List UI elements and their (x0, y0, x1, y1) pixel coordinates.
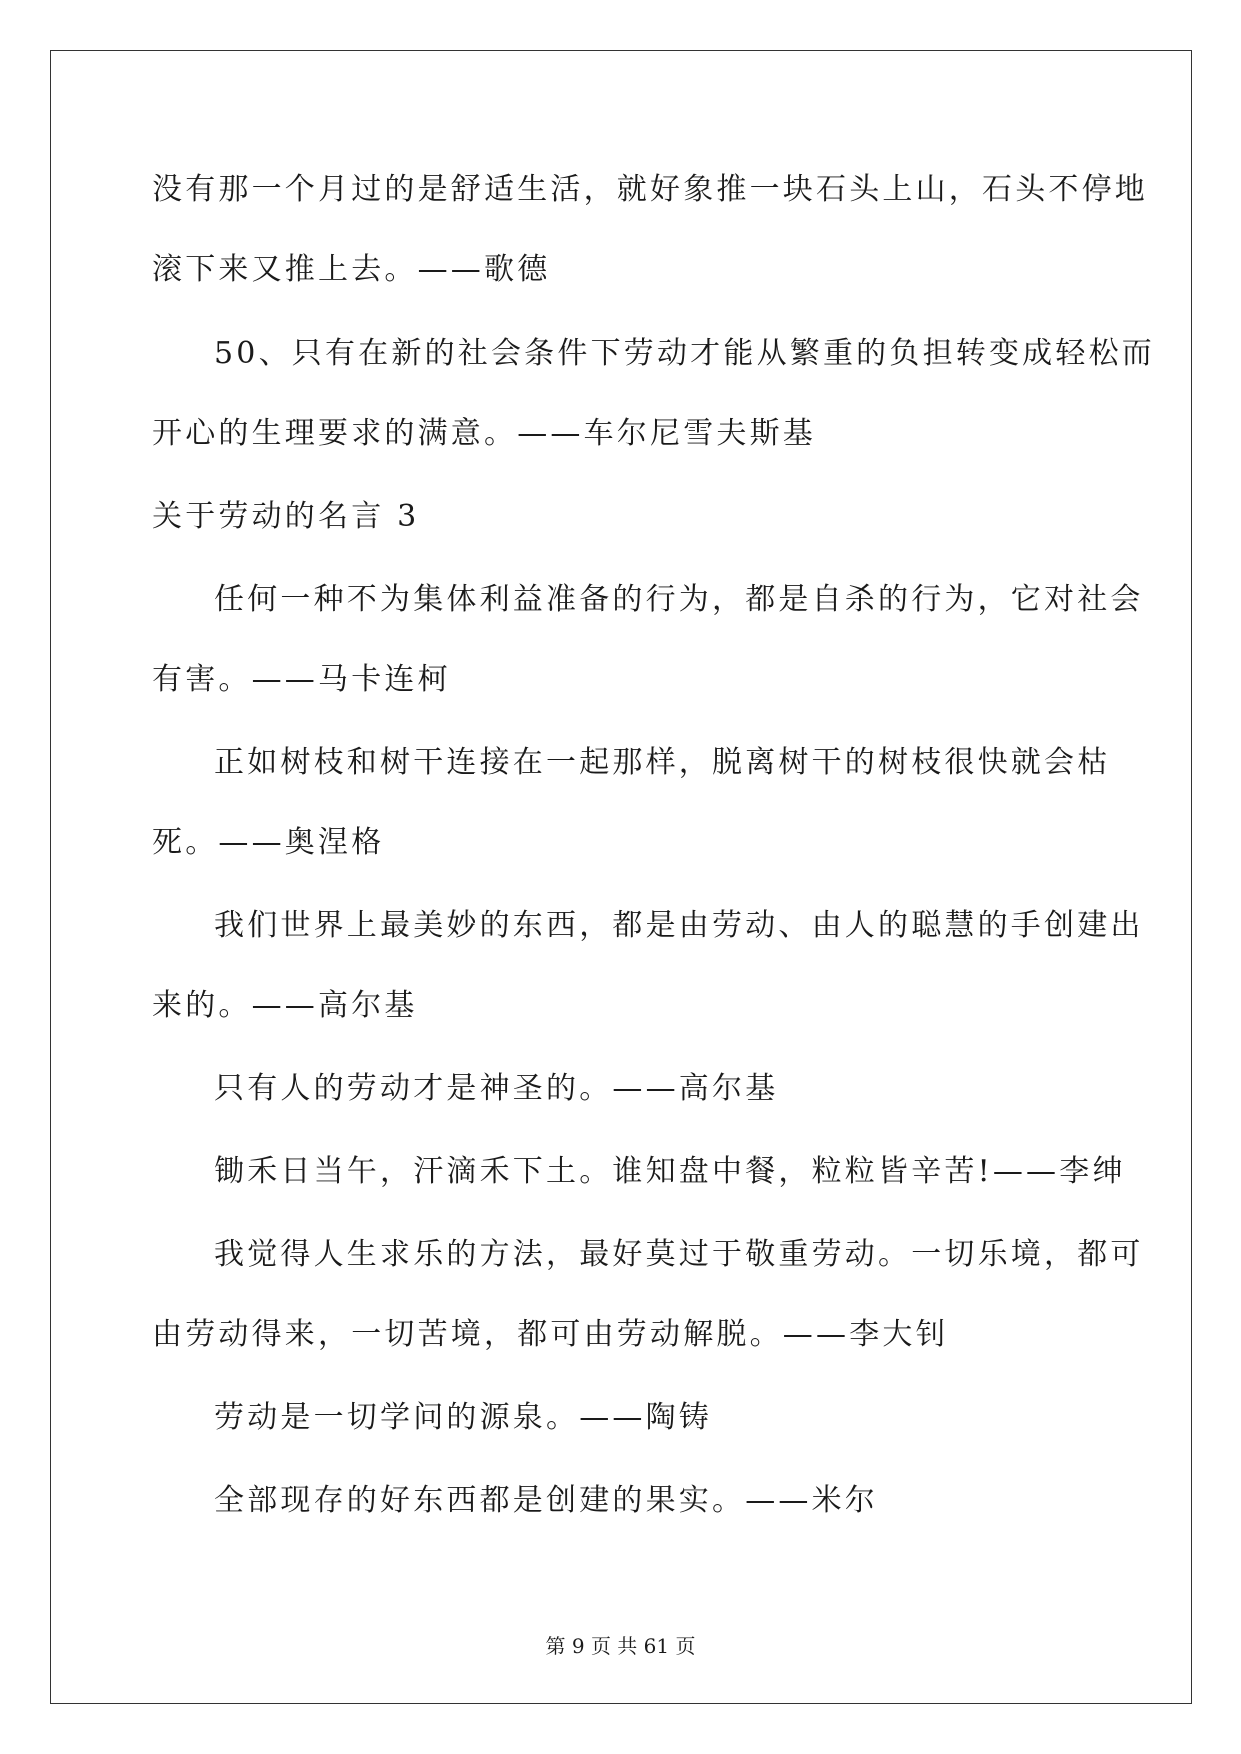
text-line: 我觉得人生求乐的方法，最好莫过于敬重劳动。一切乐境，都可 (214, 1237, 1144, 1272)
text-line: 滚下来又推上去。——歌德 (152, 252, 551, 287)
text-line: 死。——奥涅格 (152, 825, 385, 860)
text-line: 任何一种不为集体利益准备的行为，都是自杀的行为，它对社会 (214, 582, 1144, 617)
text-line: 来的。——高尔基 (152, 988, 418, 1023)
text-line: 没有那一个月过的是舒适生活，就好象推一块石头上山，石头不停地 (152, 172, 1148, 207)
text-line: 50、只有在新的社会条件下劳动才能从繁重的负担转变成轻松而 (214, 336, 1155, 371)
text-line: 劳动是一切学问的源泉。——陶铸 (214, 1400, 712, 1435)
text-line: 开心的生理要求的满意。——车尔尼雪夫斯基 (152, 416, 816, 451)
page-frame (50, 50, 1192, 1704)
text-line: 正如树枝和树干连接在一起那样，脱离树干的树枝很快就会枯 (214, 745, 1111, 780)
text-line: 只有人的劳动才是神圣的。——高尔基 (214, 1071, 779, 1106)
page-number-footer: 第 9 页 共 61 页 (545, 1634, 696, 1658)
text-line: 有害。——马卡连柯 (152, 662, 451, 697)
section-heading: 关于劳动的名言 3 (152, 499, 420, 534)
text-line: 我们世界上最美妙的东西，都是由劳动、由人的聪慧的手创建出 (214, 908, 1144, 943)
text-line: 由劳动得来，一切苦境，都可由劳动解脱。——李大钊 (152, 1317, 949, 1352)
text-line: 全部现存的好东西都是创建的果实。——米尔 (214, 1483, 878, 1518)
text-line: 锄禾日当午，汗滴禾下土。谁知盘中餐，粒粒皆辛苦!——李绅 (214, 1154, 1126, 1189)
